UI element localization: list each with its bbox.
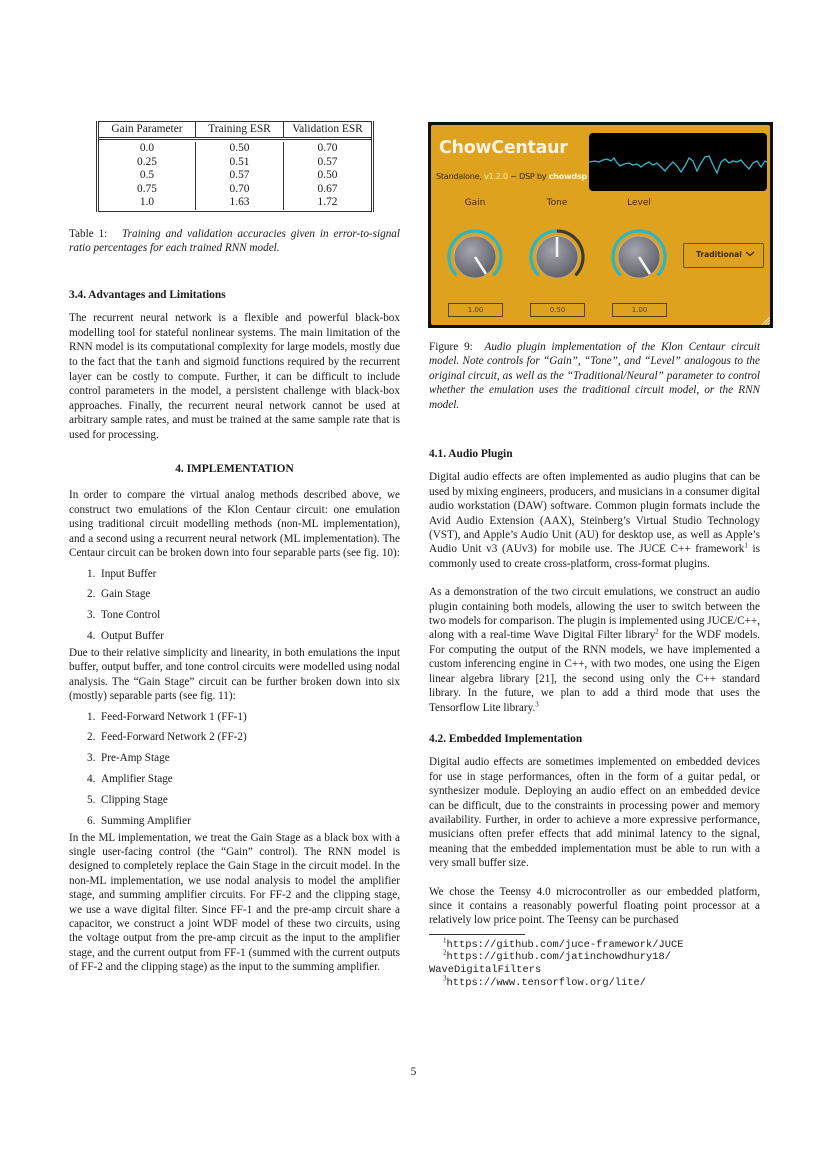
- list-number: 1.: [87, 710, 96, 723]
- code-tanh: tanh: [155, 356, 181, 369]
- footnote-number: 3: [443, 974, 447, 983]
- list-item: [69, 587, 400, 608]
- footnote: [429, 974, 760, 990]
- list-number: 1.: [87, 567, 96, 580]
- list-label: Feed-Forward Network 2 (FF-2): [101, 731, 247, 744]
- table-row: [99, 183, 371, 197]
- list-label: Tone Control: [101, 609, 161, 622]
- list-label: Gain Stage: [101, 588, 151, 601]
- list-number: 3.: [87, 609, 96, 622]
- table-row: [99, 196, 371, 210]
- paragraph: [69, 311, 400, 442]
- table-cell: 1.72: [317, 196, 338, 209]
- tone-knob[interactable]: [525, 225, 589, 289]
- list-label: Summing Amplifier: [101, 814, 191, 827]
- section-heading-4-1: 4.1. Audio Plugin: [429, 448, 513, 460]
- footnote-ref[interactable]: 2: [655, 627, 659, 636]
- text-run: and sigmoid functions required by the recurrent layer can be costly to compute. Further, it can be difficult to include control parameters in the model, a persistent challenge with black-box approaches. Finally, the recurrent neural network cannot be used at arbitrary sample rates, and must be trained at the same sample rate that is used for processing.: [69, 355, 400, 441]
- list-label: Clipping Stage: [101, 793, 168, 806]
- table-cell: 0.0: [99, 142, 196, 156]
- plugin-panel: [431, 125, 770, 325]
- table-row: [99, 142, 371, 156]
- section-heading-4: 4. IMPLEMENTATION: [175, 463, 294, 476]
- section-heading-4-2: 4.2. Embedded Implementation: [429, 732, 583, 745]
- table-cell: 0.75: [99, 183, 196, 197]
- plugin-subtitle: [436, 171, 587, 181]
- text-run: As a demonstration of the two circuit emulations, we construct an audio plugin containing both models, allowing the user to switch between the two models for comparison. The plugin is implemented using JUCE/C++, along with a real-time Wave Digital Filter library: [429, 586, 760, 642]
- section-heading-3-4: 3.4. Advantages and Limitations: [69, 289, 226, 301]
- table-cell: 0.50: [196, 142, 284, 156]
- list-item: [69, 629, 400, 646]
- resize-handle-icon[interactable]: [760, 315, 770, 325]
- list-label: Amplifier Stage: [101, 772, 173, 785]
- paragraph: [429, 585, 760, 715]
- table-cell: 0.25: [99, 156, 196, 170]
- table-cell: 0.70: [196, 183, 284, 197]
- gain-knob[interactable]: [443, 225, 507, 289]
- list-label: Input Buffer: [101, 567, 157, 580]
- text-run: for the WDF models. For computing the output of the RNN models, we have implemented a custom inferencing engine in C++, with two modes, one using the Eigen linear algebra library [21], the second using only the C++ standard library. In the future, we plan to add a third mode that uses the Tensorflow Lite library.: [429, 629, 760, 714]
- list-item: [69, 772, 400, 793]
- list-number: 4.: [87, 772, 96, 785]
- author-link[interactable]: chowdsp: [548, 171, 587, 181]
- chowcentaur-plugin-screenshot: [428, 122, 773, 328]
- table-row: [99, 169, 371, 183]
- text-run: The recurrent neural network is a flexible and powerful black-box modelling tool for stateful nonlinear systems. The main limitation of the RNN model is its computational complexity for large models, mostly due to the fact that the: [69, 312, 400, 368]
- footnotes: [429, 936, 760, 989]
- tone-label: Tone: [546, 198, 568, 208]
- caption-label: Figure 9:: [429, 341, 473, 353]
- waveform-icon: [589, 133, 767, 191]
- paragraph: Due to their relative simplicity and linearity, in both emulations the input buffer, output buffer, and tone control circuits were modelled using nodal analysis. The “Gain Stage” circuit can be further broken down into six (mostly) separable parts (see fig. 11):: [69, 646, 400, 703]
- table-cell: 0.50: [317, 169, 338, 182]
- footnote-ref[interactable]: 3: [535, 699, 539, 708]
- table-body: [99, 140, 371, 212]
- table-cell: 0.70: [317, 142, 338, 154]
- table-header: [99, 121, 371, 140]
- list-number: 6.: [87, 814, 96, 827]
- footnote-number: 2: [443, 948, 447, 957]
- footnote: [429, 948, 760, 964]
- list-item: [69, 793, 400, 814]
- list-number: 4.: [87, 629, 96, 642]
- table-1-caption: [69, 227, 400, 256]
- table-cell: 1.63: [196, 196, 284, 210]
- list-item: [69, 608, 400, 629]
- text-run: is commonly used to create cross-platform, cross-format plugins.: [429, 543, 760, 570]
- text-run: Digital audio effects are often implemented as audio plugins that can be used by mixing engineers, producers, and musicians in a consumer digital audio workstation (DAW) software. Common plugin formats include the Avid Audio Extension (AAX), Steinberg’s Virtual Studio Technology (VST), and Apple’s Audio Unit (AU) for desktop use, as well as Apple’s Audio Unit v3 (AUv3) for mobile use. The JUCE C++ framework: [429, 471, 760, 556]
- tone-value-box[interactable]: 0.50: [530, 303, 585, 317]
- subtitle-text: ~ DSP by: [507, 171, 549, 181]
- footnote-url[interactable]: https://github.com/juce-framework/JUCE: [446, 938, 684, 951]
- footnote-divider: [429, 934, 525, 935]
- right-column: [429, 447, 760, 989]
- caption-label: Table 1:: [69, 228, 108, 240]
- list-label: Output Buffer: [101, 629, 164, 642]
- list-number: 3.: [87, 752, 96, 765]
- oscilloscope-display: [589, 133, 767, 191]
- caption-text: Training and validation accuracies given in error-to-signal ratio percentages for each trained RNN model.: [69, 228, 401, 255]
- table-cell: 0.67: [317, 182, 338, 195]
- level-value-box[interactable]: 1.00: [612, 303, 667, 317]
- footnote-url[interactable]: WaveDigitalFilters: [429, 963, 542, 976]
- table-header-cell: Validation ESR: [292, 123, 363, 135]
- paragraph: We chose the Teensy 4.0 microcontroller as our embedded platform, since it contains a reasonably powerful floating point processor at a relatively low price point. The Teensy can be purchased: [429, 885, 760, 927]
- footnote-url[interactable]: https://github.com/jatinchowdhury18/: [446, 951, 671, 964]
- table-header-cell: Training ESR: [196, 122, 284, 137]
- list-item: [69, 730, 400, 751]
- footnote-url[interactable]: https://www.tensorflow.org/lite/: [446, 976, 647, 989]
- footnote-number: 1: [443, 936, 447, 945]
- footnote-continuation: [429, 964, 760, 977]
- parts-list: [69, 567, 400, 646]
- left-column: [69, 288, 400, 975]
- list-number: 2.: [87, 731, 96, 744]
- mode-selected-label: Traditional: [696, 250, 742, 259]
- page-number: 5: [410, 1066, 417, 1078]
- table-header-cell: Gain Parameter: [99, 122, 196, 137]
- mode-dropdown[interactable]: [683, 243, 764, 268]
- list-item: [69, 814, 400, 831]
- paragraph: In the ML implementation, we treat the Gain Stage as a black box with a single user-facing control (the “Gain” control). The RNN model is designed to completely replace the Gain Stage in the circuit model. In the non-ML implementation, we use nodal analysis to model the amplifier stage, and summing amplifier circuits. For FF-2 and the clipping stage, we use a wave digital filter. Since FF-1 and the pre-amp circuit share a capacitor, we construct a joint WDF model of these two circuits, using the voltage output from the pre-amp circuit as the input to the amplifier stage, and the current output from FF-1 (summed with the current outputs of FF-2 and the clipping stage) as the input to the summing amplifier.: [69, 831, 400, 974]
- table-cell: 0.57: [196, 169, 284, 183]
- level-knob[interactable]: [607, 225, 671, 289]
- gain-label: Gain: [464, 198, 486, 208]
- plugin-title: ChowCentaur: [439, 138, 568, 158]
- table-cell: 0.51: [196, 156, 284, 170]
- footnote-ref[interactable]: 1: [744, 541, 748, 550]
- table-cell: 0.57: [317, 155, 338, 168]
- gain-stage-parts-list: [69, 710, 400, 831]
- table-cell: 0.5: [99, 169, 196, 183]
- list-number: 5.: [87, 793, 96, 806]
- figure-9-caption: [429, 340, 760, 412]
- list-item: [69, 567, 400, 588]
- table-row: [99, 156, 371, 170]
- list-item: [69, 751, 400, 772]
- paragraph: [429, 470, 760, 571]
- list-label: Feed-Forward Network 1 (FF-1): [101, 710, 247, 723]
- chevron-down-icon: [745, 249, 755, 259]
- paragraph: In order to compare the virtual analog methods described above, we construct two emulations of the Klon Centaur circuit: one emulation using traditional circuit modelling methods (non-ML implementation), and a second using a recurrent neural network (ML implementation). The Centaur circuit can be broken down into four separable parts (see fig. 10):: [69, 489, 400, 560]
- gain-value-box[interactable]: 1.00: [448, 303, 503, 317]
- list-label: Pre-Amp Stage: [101, 752, 170, 765]
- level-label: Level: [627, 198, 651, 208]
- list-item: [69, 710, 400, 731]
- list-number: 2.: [87, 588, 96, 601]
- subtitle-text: Standalone,: [436, 171, 484, 181]
- caption-text: Audio plugin implementation of the Klon Centaur circuit model. Note controls for “Gain”, “Tone”, and “Level” analogous to the original circuit, as well as the “Traditional/Neural” parameter to control whether the emulation uses the traditional circuit model, or the RNN model.: [429, 341, 760, 411]
- paragraph: Digital audio effects are sometimes implemented on embedded devices for use in stage performances, often in the form of a guitar pedal, or synthesizer module. Deploying an audio effect on an embedded device can be difficult, due to the constraints in processing power and memory availability. Further, in order to achieve a more expressive performance, musicians often prefer effects that add minimal latency to the signal, meaning that the embedded implementation must be able to run with a very small buffer size.: [429, 756, 760, 870]
- table-1: [96, 121, 374, 212]
- footnote: [429, 936, 760, 952]
- version-label: v1.2.0: [483, 171, 508, 181]
- table-cell: 1.0: [99, 196, 196, 210]
